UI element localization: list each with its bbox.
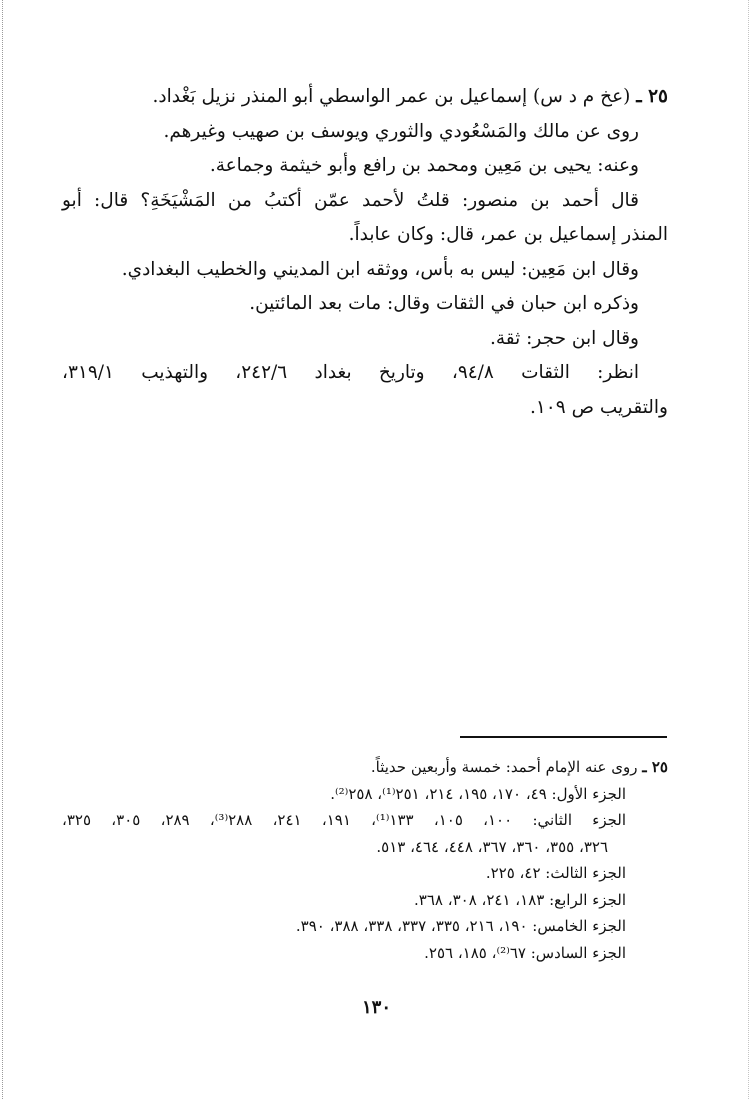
footnote-intro: روى عنه الإمام أحمد: خمسة وأربعين حديثاً. bbox=[370, 758, 638, 776]
entry-number: ٢٥ ـ bbox=[636, 86, 668, 107]
entry-body bbox=[62, 80, 668, 425]
footnote-line: الجزء الخامس: ١٩٠، ٢١٦، ٣٣٥، ٣٣٧، ٣٣٨، ٣٨٨، ٣٩٠. bbox=[295, 917, 626, 935]
entry-line: وقال ابن حجر: ثقة. bbox=[490, 327, 639, 349]
entry-heading-line bbox=[62, 80, 668, 115]
entry-line: وذكره ابن حبان في الثقات وقال: مات بعد المائتين. bbox=[249, 293, 639, 314]
entry-heading: (عخ م د س) إسماعيل بن عمر الواسطي أبو المنذر نزيل بَغْداد. bbox=[152, 86, 631, 107]
entry-line: وقال ابن مَعِين: ليس به بأس، ووثقه ابن المديني والخطيب البغدادي. bbox=[121, 258, 639, 280]
entry-line: انظر: الثقات ٩٤/٨، وتاريخ بغداد ٢٤٢/٦، والتهذيب ٣١٩/١، bbox=[62, 362, 639, 383]
entry-line: والتقريب ص ١٠٩. bbox=[529, 396, 668, 418]
footnote-line: الجزء الثالث: ٤٢، ٢٢٥. bbox=[485, 864, 626, 882]
footnote-intro-line bbox=[62, 754, 668, 781]
entry-line: المنذر إسماعيل بن عمر، قال: وكان عابداً. bbox=[348, 224, 668, 245]
entry-line: روى عن مالك والمَسْعُودي والثوري ويوسف بن صهيب وغيرهم. bbox=[163, 120, 639, 142]
footnote-line: الجزء الأول: ٤٩، ١٧٠، ١٩٥، ٢١٤، ٢٥١⁽¹⁾، ٢٥٨⁽²⁾. bbox=[330, 784, 626, 803]
footnote-separator bbox=[460, 736, 667, 738]
footnote-line: الجزء السادس: ٦٧⁽²⁾، ١٨٥، ٢٥٦. bbox=[424, 943, 626, 962]
footnotes bbox=[62, 754, 668, 966]
page-number: ١٣٠ bbox=[361, 997, 391, 1018]
footnote-line: ٣٢٦، ٣٥٥، ٣٦٠، ٣٦٧، ٤٤٨، ٤٦٤، ٥١٣. bbox=[376, 837, 608, 856]
footnote-line: الجزء الثاني: ١٠٠، ١٠٥، ١٣٣⁽¹⁾، ١٩١، ٢٤١، ٢٨٨⁽³⁾، ٢٨٩، ٣٠٥، ٣٢٥، bbox=[62, 811, 627, 829]
footnote-line: الجزء الرابع: ١٨٣، ٢٤١، ٣٠٨، ٣٦٨. bbox=[414, 890, 626, 909]
footnote-number: ٢٥ ـ bbox=[642, 758, 668, 776]
scan-edge-left bbox=[2, 0, 3, 1099]
entry-line: قال أحمد بن منصور: قلتُ لأحمد عمّن أكتبُ من المَشْيَخَةِ؟ قال: أبو bbox=[62, 189, 639, 211]
entry-line: وعنه: يحيى بن مَعِين ومحمد بن رافع وأبو خيثمة وجماعة. bbox=[209, 155, 639, 176]
scan-edge-right bbox=[748, 0, 749, 1099]
